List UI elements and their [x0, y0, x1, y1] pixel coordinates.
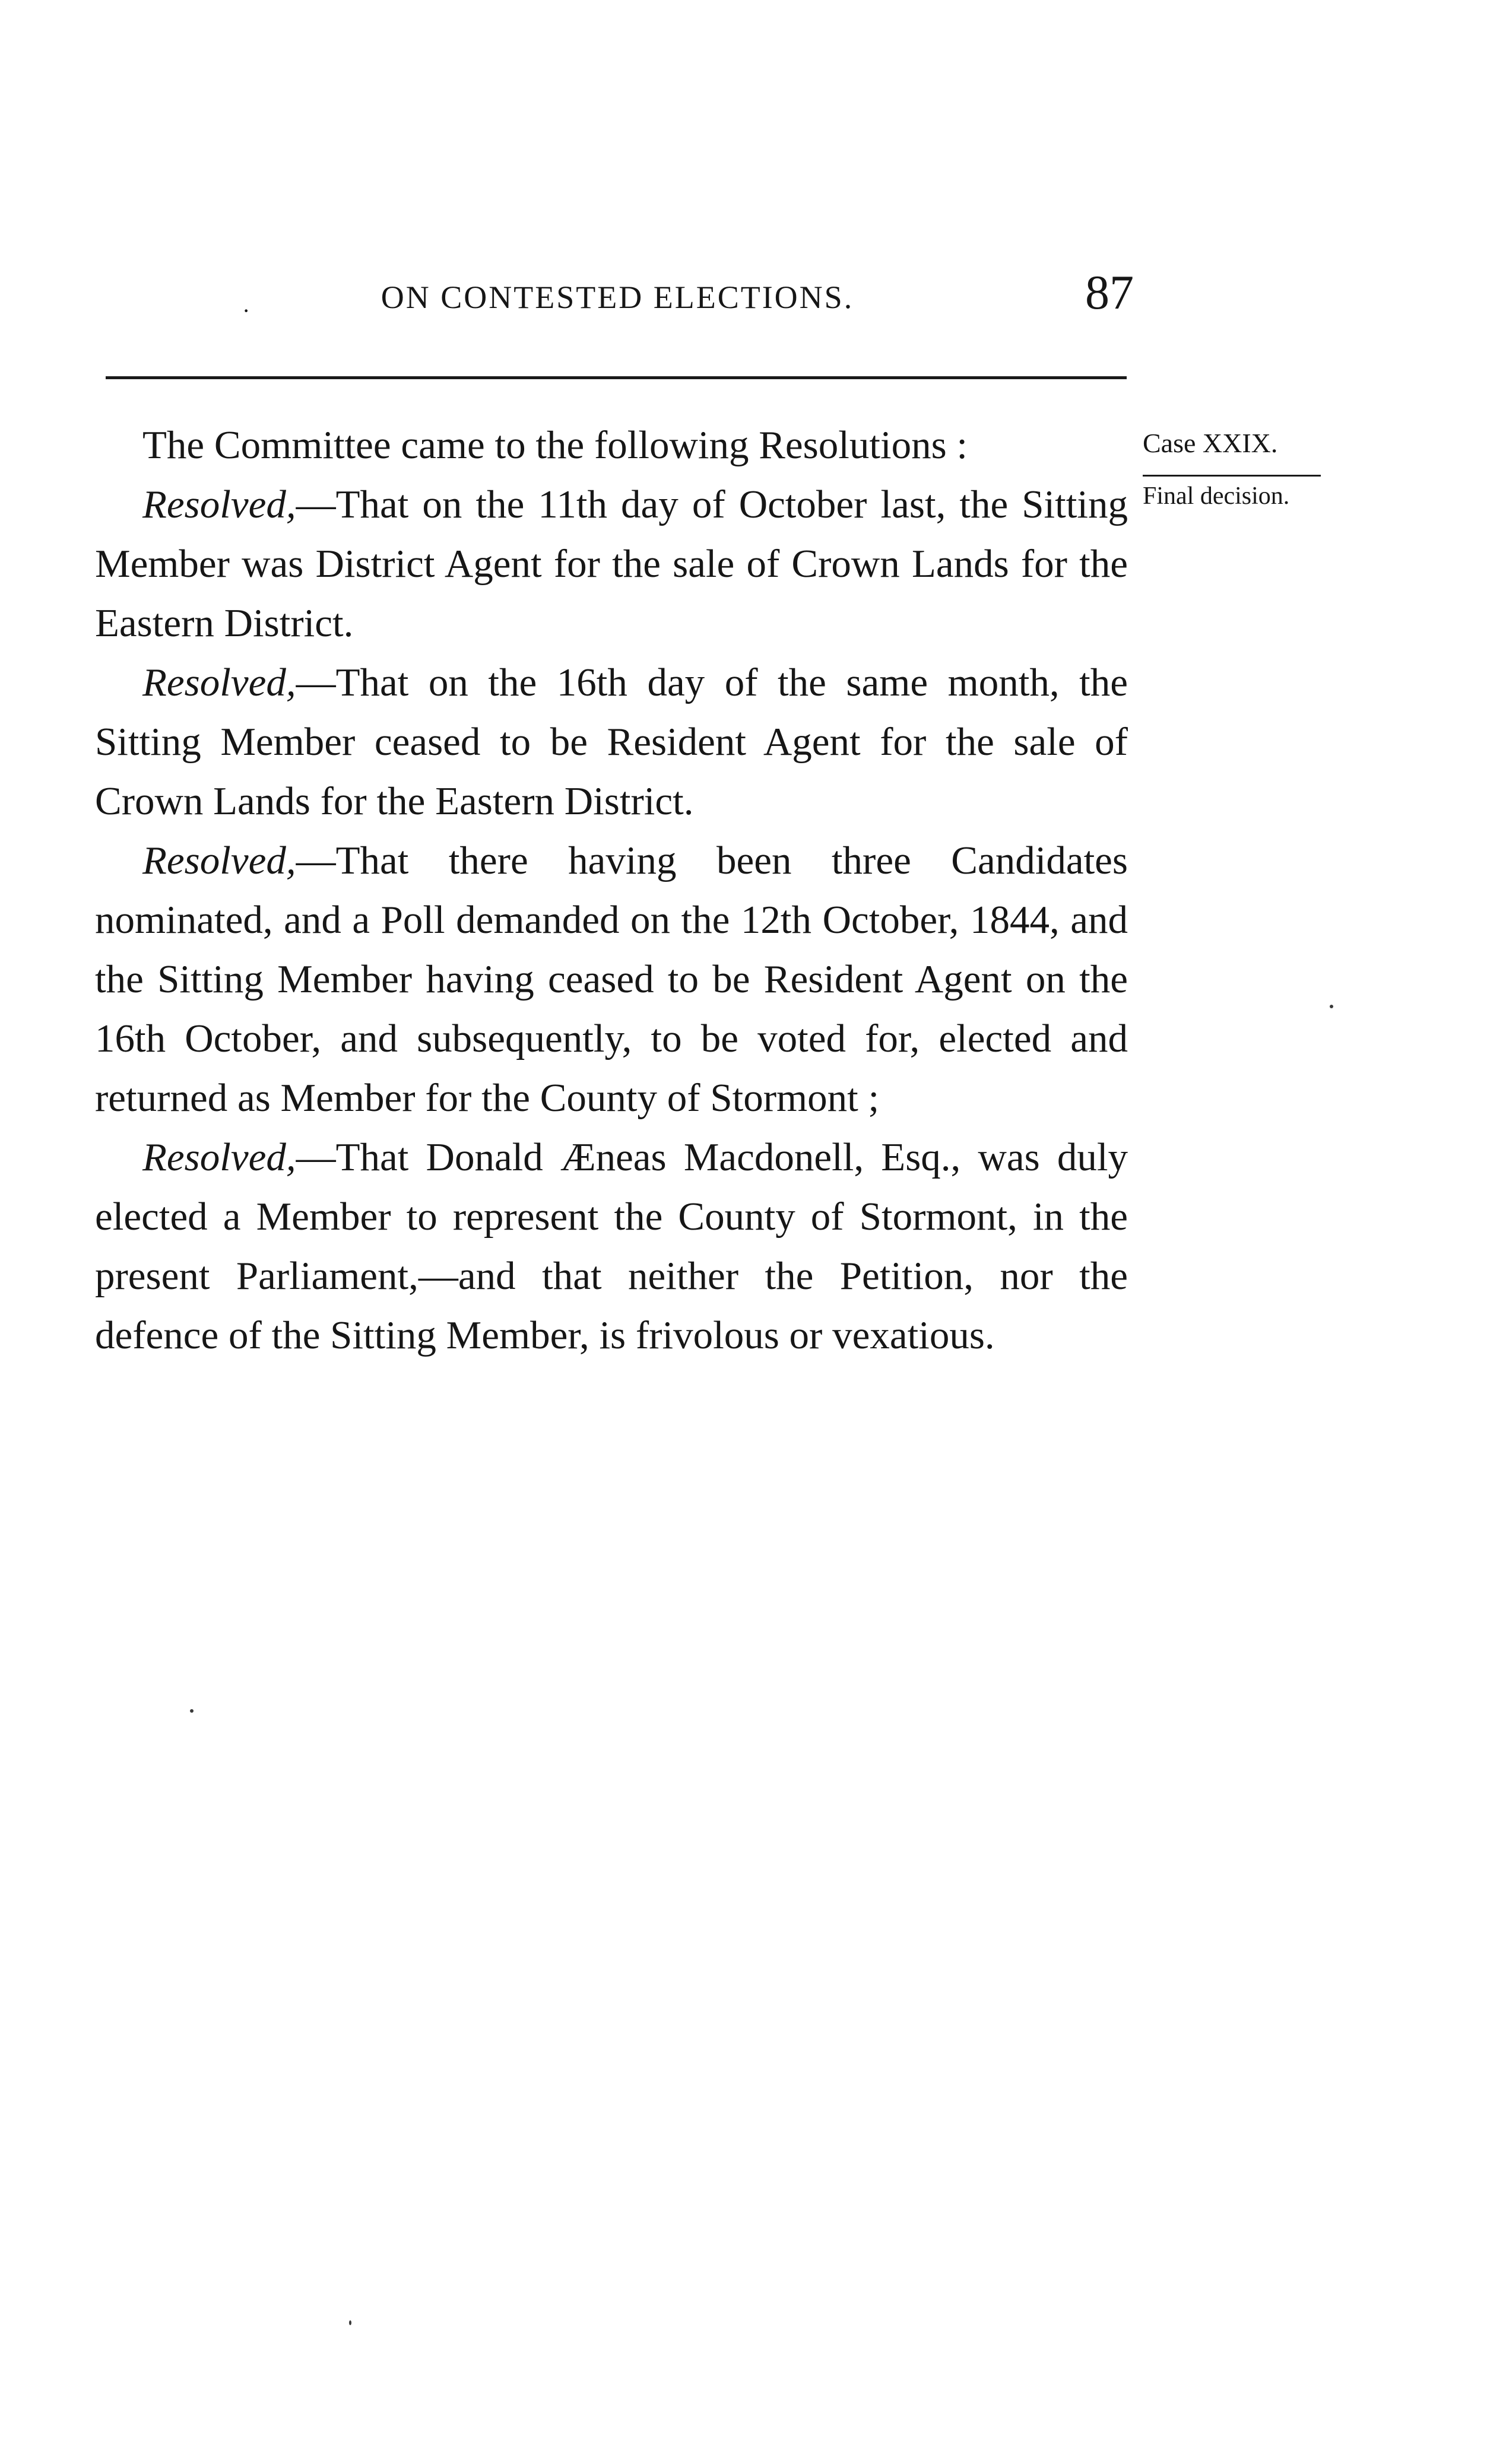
resolution-lead: Resolved, — [142, 1135, 296, 1179]
resolution-paragraph — [95, 653, 1128, 831]
resolution-text: —That on the 11th day of October last, the Sitting Member was District Agent for the sale of Crown Lands for the Eastern District. — [95, 482, 1128, 645]
resolution-lead: Resolved, — [142, 482, 296, 526]
intro-paragraph: The Committee came to the following Resolutions : — [142, 423, 968, 467]
resolution-lead: Resolved, — [142, 661, 296, 704]
paper-speck — [1330, 1005, 1333, 1008]
paper-speck — [190, 1709, 194, 1713]
resolution-paragraph — [95, 831, 1128, 1128]
resolution-paragraph — [95, 475, 1128, 653]
printer-dot: · — [242, 297, 251, 324]
page-number: 87 — [1085, 265, 1134, 319]
header-rule — [106, 376, 1127, 379]
margin-note: Final decision. — [1143, 482, 1290, 510]
running-head — [101, 261, 1134, 332]
margin-rule — [1143, 475, 1321, 477]
resolution-text: —That Donald Æneas Macdonell, Esq., was duly elected a Member to represent the County of Stormont, in the present Parliament,—and that neither the Petition, nor the defence of the Sitting Member, is frivolous or vexatious. — [95, 1135, 1128, 1357]
resolution-paragraph — [95, 1128, 1128, 1365]
running-title: ON CONTESTED ELECTIONS. — [381, 280, 854, 315]
resolution-text: —That there having been three Candidates nominated, and a Poll demanded on the 12th October, 1844, and the Sitting Member having ceased to be Resident Agent on the 16th October, and subsequently, to be voted for, elected and returned as Member for the County of Stormont ; — [95, 839, 1128, 1120]
margin-case-label: Case XXIX. — [1143, 428, 1278, 458]
paper-speck — [349, 2320, 351, 2325]
body-text — [95, 415, 1128, 1365]
resolution-lead: Resolved, — [142, 839, 296, 882]
resolution-text: —That on the 16th day of the same month, the Sitting Member ceased to be Resident Agent for the sale of Crown Lands for the Eastern District. — [95, 661, 1128, 823]
